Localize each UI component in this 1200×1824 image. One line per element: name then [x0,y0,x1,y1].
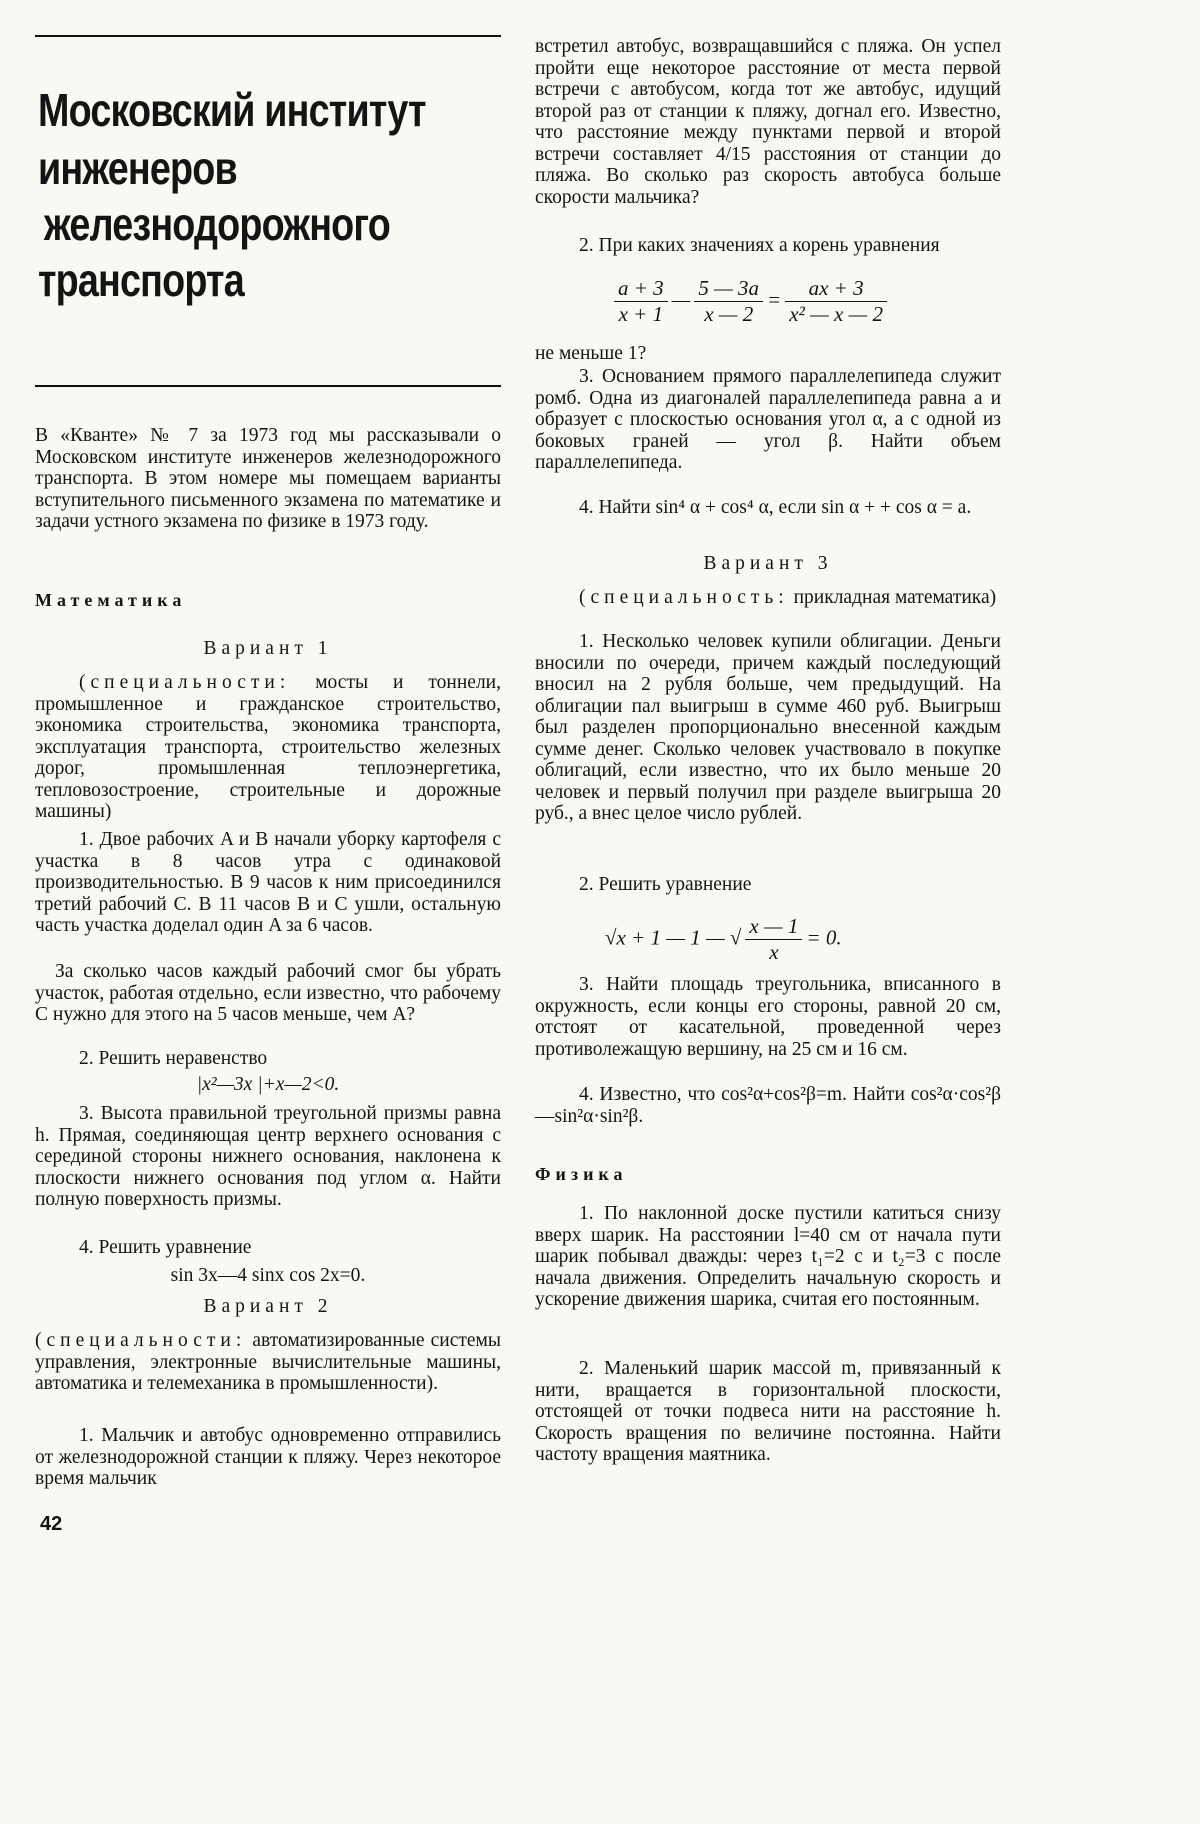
math-heading: Математика [35,590,187,610]
top-rule [35,35,501,37]
v3-problem-2-equation: √x + 1 — 1 — √ $\frac{x — 1}{x}$ = 0. [605,914,842,964]
v1-problem-3: 3. Высота правильной треугольной призмы равна h. Прямая, соединяющая центр верхнего основания с серединой стороны нижнего основания, наклонена к плоскости нижнего основания под углом α. Найти полную поверхность призмы. [35,1103,501,1210]
fraction-2: $\frac{5 — 3a}{x — 2}$ [694,276,763,327]
spec-label: (специальности: [35,1330,247,1351]
page-number: 42 [40,1513,63,1535]
title-line-1: Московский институт [38,84,426,136]
spec-label: (специальность: [579,587,789,608]
spec-text: автоматизированные системы управления, электронные вычислительные машины, автоматика и телемеханика в промышленности). [35,1330,501,1394]
v1-problem-2: 2. Решить неравенство [79,1048,268,1069]
v2-problem-1: 1. Мальчик и автобус одновременно отправились от железнодорожной станции к пляжу. Через некоторое время мальчик [35,1425,501,1489]
v2-problem-2-tail: не меньше 1? [535,343,647,364]
physics-heading: Физика [535,1164,628,1184]
variant-1-title: Вариант 1 [203,638,333,659]
v1-problem-1-question: За сколько часов каждый рабочий смог бы убрать участок, работая отдельно, если известно, что рабочему C нужно для этого на 5 часов меньше, чем A? [35,961,501,1025]
variant-2-title: Вариант 2 [203,1296,333,1317]
title-line-2: инженеров [38,142,237,194]
fraction-1: $\frac{a + 3}{x + 1}$ [614,276,668,327]
v1-problem-2-formula: |x²—3x |+x—2<0. [196,1074,340,1095]
v1-problem-4-formula: sin 3x—4 sinx cos 2x=0. [170,1265,366,1286]
v2-problem-3: 3. Основанием прямого параллелепипеда служит ромб. Одна из диагоналей параллелепипеда равна a и образует с плоскостью основания угол α, а с одной из боковых граней — угол β. Найти объем параллелепипеда. [535,366,1001,473]
spec-text: мосты и тоннели, промышленное и гражданское строительство, экономика строительства, экономика транспорта, эксплуатация транспорта, строительство железных дорог, промышленная теплоэнергетика, тепловозостроение, строительные и дорожные машины) [35,672,501,822]
v1-problem-4: 4. Решить уравнение [79,1237,252,1258]
spec-label: (специальности: [79,672,291,693]
v3-problem-2: 2. Решить уравнение [579,874,752,895]
v3-problem-1: 1. Несколько человек купили облигации. Деньги вносили по очереди, причем каждый последующий вносил на 2 рубля больше, чем предыдущий. На облигации пал выигрыш в сумме 460 руб. Выигрыш был разделен пропорционально внесенной каждым сумме денег. Сколько человек участвовало в покупке облигаций, если известно, что их было меньше 20 человек и первый получил при разделе выигрыша 20 руб., а внес целое число рублей. [535,631,1001,824]
title-line-3: железнодорожного [44,198,391,250]
intro-paragraph: В «Кванте» № 7 за 1973 год мы рассказывали о Московском институте инженеров железнодорожного транспорта. В этом номере мы помещаем варианты вступительного письменного экзамена по математике и задачи устного экзамена по физике в 1973 году. [35,425,501,532]
physics-problem-1: 1. По наклонной доске пустили катиться снизу вверх шарик. На расстоянии l=40 см от начала пути шарик побывал дважды: через t₁=2 с и t₂=3 с после начала движения. Определить начальную скорость и ускорение движения шарика, считая его постоянным. [535,1203,1001,1310]
variant-1-specialties [35,672,501,823]
spec-text: прикладная математика) [793,587,997,608]
v2-problem-4: 4. Найти sin⁴ α + cos⁴ α, если sin α + + cos α = a. [579,497,972,518]
v2-problem-1-continued: встретил автобус, возвращавшийся с пляжа. Он успел пройти еще некоторое расстояние от места первой встречи с автобусом, когда тот же автобус, идущий второй раз от станции к пляжу, догнал его. Известно, что расстояние между пунктами первой и второй встречи составляет 4/15 расстояния от станции до пляжа. Во сколько раз скорость автобуса больше скорости мальчика? [535,36,1001,208]
v3-problem-4: 4. Известно, что cos²α+cos²β=m. Найти cos²α·cos²β—sin²α·sin²β. [535,1084,1001,1127]
title-line-4: транспорта [38,254,244,306]
title-bottom-rule [35,385,501,387]
v2-problem-2-equation: $\frac{a + 3}{x + 1}$ — $\frac{5 — 3a}{x — 2}$ = $\frac{ax + 3}{\text{x² — x — 2}}$ [610,276,891,327]
variant-3-specialty [535,587,1001,609]
root-fraction: $\frac{x — 1}{x}$ [745,914,802,965]
v1-problem-1: 1. Двое рабочих A и B начали уборку картофеля с участка в 8 часов утра с одинаковой производительностью. В 9 часов к ним присоединился третий рабочий C. В 11 часов B и C ушли, остальную часть участка доделал один A за 6 часов. [35,829,501,936]
variant-3-title: Вариант 3 [703,553,833,574]
physics-problem-2: 2. Маленький шарик массой m, привязанный к нити, вращается в горизонтальной плоскости, отстоящей от точки подвеса нити на расстояние h. Скорость вращения по величине постоянна. Найти частоту вращения маятника. [535,1358,1001,1465]
v2-problem-2: 2. При каких значениях a корень уравнения [579,235,940,256]
fraction-3: $\frac{ax + 3}{\text{x² — x — 2}}$ [785,276,887,327]
variant-2-specialties [35,1330,501,1395]
v3-problem-3: 3. Найти площадь треугольника, вписанного в окружность, если концы его стороны, равной 20 см, отстоят от касательной, проведенной через противолежащую вершину, на 25 см и 16 см. [535,974,1001,1060]
